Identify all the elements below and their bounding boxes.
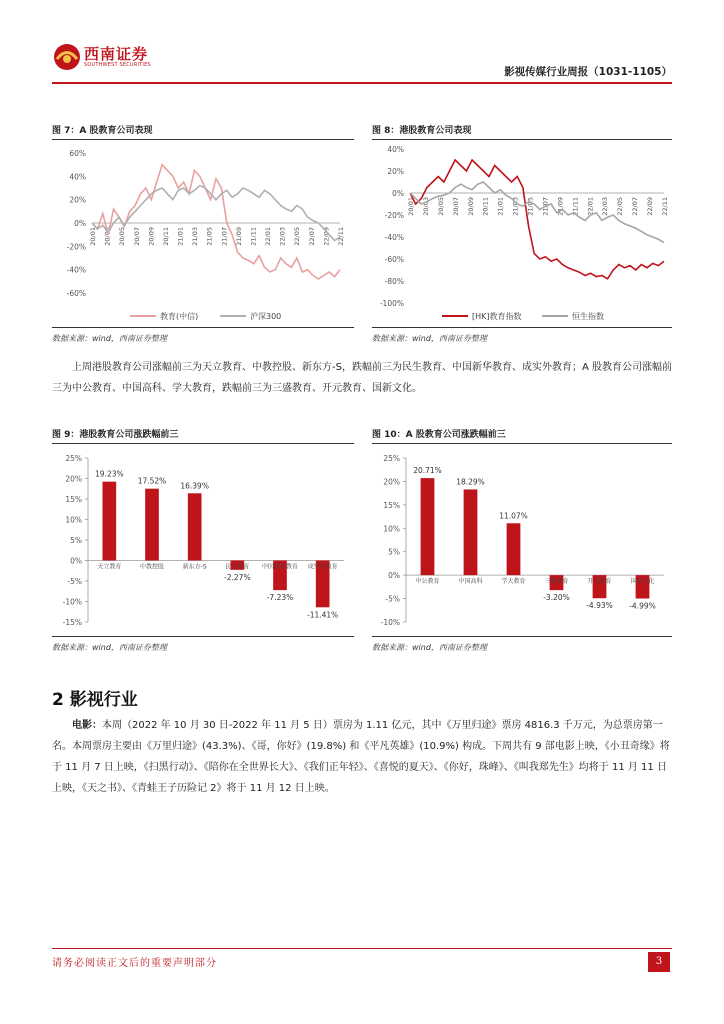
- y-tick-label: 15%: [383, 500, 400, 510]
- page-number: 3: [648, 952, 670, 972]
- category-label: 开元教育: [587, 578, 612, 586]
- figure7-source: 数据来源：wind，西南证券整理: [52, 334, 167, 343]
- x-tick-label: 22/03: [601, 197, 610, 216]
- category-label: 成实外教育: [307, 563, 338, 571]
- category-label: 新东方-S: [182, 563, 207, 571]
- y-tick-label: 40%: [387, 145, 404, 154]
- bar-2: [145, 489, 159, 561]
- x-tick-label: 20/07: [132, 227, 141, 246]
- y-tick-label: 0%: [388, 571, 400, 581]
- y-tick-label: 5%: [70, 536, 82, 545]
- legend-label: [HK]教育指数: [472, 312, 522, 321]
- y-tick-label: 25%: [65, 454, 82, 463]
- film-text: 本周（2022 年 10 月 30 日-2022 年 11 月 5 日）票房为 1.11 亿元，其中《万里归途》票房 4816.3 千万元，为总票房第一名。本周票房主要由《万里归途》(43.3%)、《哥，你好》(19.8%) 和《平凡英雄》(10.9%) 构成。下周共有 9 部电影上映，《小丑奇缘》将于 11 月 7 日上映，《扫黑行动》、《陪你在全世界长大》、《我们正年轻》、《喜悦的夏天》、《你好，珠峰》、《叫我郑先生》均将于 11 月 11 日上映，《天之书》、《青蛙王子历险记 2》将于 11 月 12 日上映。: [52, 720, 670, 794]
- bar-value-label: 16.39%: [180, 481, 209, 491]
- figure9-chart: [52, 446, 354, 634]
- legend-label: 沪深300: [250, 312, 282, 321]
- summary-text: 上周港股教育公司涨幅前三为天立教育、中教控股、新东方-S，跌幅前三为民生教育、中国新华教育、成实外教育；A 股教育公司涨幅前三为中公教育、中国高科、学大教育，跌幅前三为三盛教育、开元教育、国新文化。: [52, 362, 672, 394]
- figure9-title: 图 9：港股教育公司涨跌幅前三: [52, 430, 179, 440]
- figure8-source: 数据来源：wind，西南证券整理: [372, 334, 487, 343]
- bar-value-label: 20.71%: [413, 466, 442, 476]
- bar-value-label: -11.41%: [307, 610, 339, 620]
- x-tick-label: 20/09: [466, 197, 475, 216]
- y-tick-label: 0%: [70, 556, 82, 566]
- x-tick-label: 21/03: [511, 197, 520, 216]
- figure9-top-rule: [52, 443, 354, 444]
- series-line-1: [410, 160, 664, 279]
- y-tick-label: -20%: [66, 242, 86, 252]
- bar-3: [188, 493, 202, 560]
- y-tick-label: 40%: [69, 172, 86, 182]
- y-tick-label: -20%: [384, 211, 404, 220]
- section-heading: 2 影视行业: [52, 690, 138, 710]
- x-tick-label: 20/01: [407, 197, 415, 216]
- legend-label: 教育(中信): [160, 312, 199, 321]
- figure8-chart: [372, 141, 672, 325]
- x-tick-label: 22/05: [293, 227, 302, 246]
- x-tick-label: 21/09: [234, 227, 243, 246]
- y-tick-label: 60%: [69, 149, 86, 158]
- y-tick-label: 25%: [383, 454, 400, 463]
- bar-1: [421, 478, 435, 575]
- x-tick-label: 20/11: [161, 227, 170, 246]
- category-label: 民生教育: [225, 563, 250, 571]
- x-tick-label: 22/09: [646, 197, 655, 216]
- x-tick-label: 21/09: [556, 197, 565, 216]
- y-tick-label: 15%: [65, 495, 82, 504]
- x-tick-label: 21/01: [496, 197, 505, 216]
- y-tick-label: -40%: [384, 233, 404, 242]
- x-tick-label: 21/07: [541, 197, 550, 216]
- figure8-title: 图 8：港股教育公司表现: [372, 126, 472, 136]
- category-label: 中教控股: [139, 563, 165, 571]
- category-label: 天立教育: [97, 563, 122, 571]
- y-tick-label: 0%: [74, 219, 86, 228]
- category-label: 中国高科: [458, 578, 483, 586]
- figure10-source: 数据来源：wind，西南证券整理: [372, 643, 487, 652]
- x-tick-label: 22/11: [661, 197, 669, 216]
- bar-value-label: -7.23%: [266, 593, 294, 603]
- logo-text: 西南证券: [84, 45, 149, 63]
- category-label: 中国新华教育: [261, 563, 299, 571]
- x-tick-label: 21/07: [220, 227, 229, 246]
- x-tick-label: 22/01: [586, 197, 595, 216]
- figure7-title: 图 7：A 股教育公司表现: [52, 126, 153, 136]
- summary-paragraph: [52, 357, 672, 399]
- y-tick-label: -5%: [385, 594, 400, 604]
- x-tick-label: 20/11: [481, 197, 490, 216]
- x-tick-label: 22/05: [616, 197, 625, 216]
- bar-3: [507, 523, 521, 575]
- legend-label: 恒生指数: [572, 312, 604, 321]
- film-paragraph: [52, 715, 672, 799]
- y-tick-label: -60%: [66, 289, 86, 298]
- y-tick-label: 20%: [387, 167, 404, 176]
- figure10-title: 图 10：A 股教育公司涨跌幅前三: [372, 430, 506, 440]
- logo-emblem-icon: [52, 42, 82, 72]
- y-tick-label: -10%: [62, 597, 82, 607]
- bar-value-label: -4.93%: [586, 601, 613, 611]
- y-tick-label: -60%: [384, 255, 404, 264]
- x-tick-label: 20/07: [451, 197, 460, 216]
- figure10-chart: [372, 446, 672, 634]
- category-label: 学大教育: [501, 578, 526, 586]
- category-label: 中公教育: [415, 578, 440, 586]
- y-tick-label: 20%: [65, 474, 82, 484]
- brand-logo: [52, 40, 152, 74]
- x-tick-label: 22/07: [307, 227, 316, 246]
- bar-value-label: 11.07%: [499, 511, 528, 521]
- figure10-bottom-rule: [372, 636, 672, 637]
- bar-value-label: -3.20%: [543, 593, 570, 603]
- figure7-chart: [52, 141, 354, 325]
- x-tick-label: 20/01: [89, 227, 97, 246]
- y-tick-label: -10%: [380, 618, 400, 627]
- series-line-2: [410, 182, 664, 243]
- figure10-top-rule: [372, 443, 672, 444]
- figure9-bottom-rule: [52, 636, 354, 637]
- y-tick-label: 20%: [69, 195, 86, 205]
- x-tick-label: 21/03: [191, 227, 200, 246]
- figure7-bottom-rule: [52, 327, 354, 328]
- bar-1: [103, 482, 117, 561]
- y-tick-label: -15%: [62, 618, 82, 627]
- report-title: 影视传媒行业周报（1031-1105）: [504, 66, 672, 78]
- x-tick-label: 20/09: [147, 227, 156, 246]
- x-tick-label: 20/03: [103, 227, 112, 246]
- bar-value-label: 17.52%: [137, 476, 167, 486]
- y-tick-label: 10%: [383, 524, 400, 534]
- y-tick-label: -5%: [67, 577, 82, 586]
- y-tick-label: 5%: [388, 547, 400, 557]
- figure8-top-rule: [372, 139, 672, 140]
- figure9-source: 数据来源：wind，西南证券整理: [52, 643, 167, 652]
- x-tick-label: 20/05: [118, 227, 127, 246]
- x-tick-label: 22/09: [322, 227, 331, 246]
- header-divider: [52, 82, 672, 84]
- y-tick-label: 20%: [383, 477, 400, 487]
- x-tick-label: 22/03: [278, 227, 287, 246]
- category-label: 国新文化: [630, 578, 655, 586]
- category-label: 三盛教育: [544, 578, 569, 586]
- x-tick-label: 21/11: [249, 227, 258, 246]
- y-tick-label: -40%: [66, 265, 86, 275]
- x-tick-label: 21/05: [205, 227, 214, 246]
- x-tick-label: 22/07: [631, 197, 640, 216]
- bar-value-label: -2.27%: [224, 572, 251, 582]
- x-tick-label: 20/05: [436, 197, 445, 216]
- y-tick-label: -100%: [379, 299, 404, 308]
- bar-2: [464, 489, 478, 575]
- film-lead: 电影：: [72, 720, 102, 731]
- disclaimer-note: 请务必阅读正文后的重要声明部分: [52, 958, 217, 969]
- series-line-1: [92, 165, 340, 279]
- bar-value-label: -4.99%: [629, 601, 656, 611]
- bar-value-label: 19.23%: [95, 469, 124, 479]
- x-tick-label: 22/01: [264, 227, 273, 246]
- x-tick-label: 21/11: [571, 197, 580, 216]
- logo-subtitle: SOUTHWEST SECURITIES: [84, 62, 151, 68]
- bar-value-label: 18.29%: [456, 477, 485, 487]
- y-tick-label: 0%: [392, 189, 404, 198]
- x-tick-label: 22/11: [337, 227, 345, 246]
- figure7-top-rule: [52, 139, 354, 140]
- y-tick-label: 10%: [65, 515, 82, 525]
- x-tick-label: 21/05: [526, 197, 535, 216]
- figure8-bottom-rule: [372, 327, 672, 328]
- x-tick-label: 21/01: [176, 227, 185, 246]
- y-tick-label: -80%: [384, 277, 404, 286]
- x-tick-label: 20/03: [421, 197, 430, 216]
- footer-divider: [52, 948, 672, 949]
